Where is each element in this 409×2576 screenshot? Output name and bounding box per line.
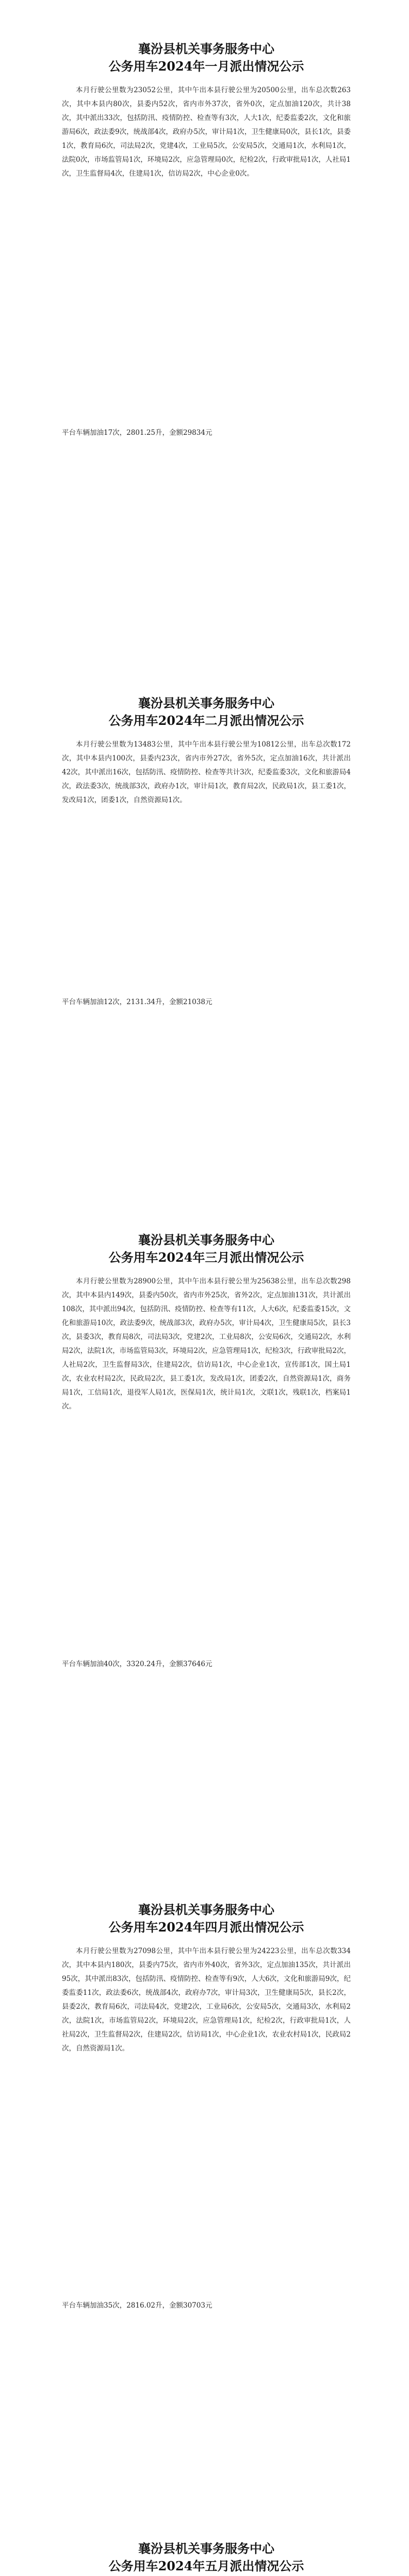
fuel-summary-4: 平台车辆加油35次，2816.02升，金额30703元 <box>62 2301 212 2310</box>
month-notice-3 <box>62 1231 351 1414</box>
fuel-summary-2: 平台车辆加油12次，2131.34升，金额21038元 <box>62 998 212 1006</box>
notice-title-line1: 襄汾县机关事务服务中心 <box>138 2541 274 2556</box>
notice-title-line2: 公务用车2024年四月派出情况公示 <box>108 1920 304 1935</box>
notice-title-line1: 襄汾县机关事务服务中心 <box>138 696 274 710</box>
month-notice-5 <box>62 2540 351 2576</box>
notice-title-line1: 襄汾县机关事务服务中心 <box>138 1902 274 1917</box>
month-notice-4 <box>62 1901 351 2056</box>
notice-title-line2: 公务用车2024年一月派出情况公示 <box>108 59 304 74</box>
notice-title-line1: 襄汾县机关事务服务中心 <box>138 41 274 56</box>
notice-body: 本月行驶公里数为28900公里，其中午出本县行驶公里为25638公里，出车总次数298次，其中本县内149次，县委内50次，省内市外25次，省外2次，定点加油131次，共计派出108次，其中派出94次，包括防汛、疫情防控、检查等有11次，人大6次，纪委监委15次，文化和旅游局10次，政法委9次，统战部3次，政府办5次，审计局4次，卫生健康局5次，县长3次，县委3次，教育局8次，司法局3次，党建2次，工业局8次，公安局6次，交通局2次，水利局2次，法院1次，市场监管局3次，环境局2次，应急管理局1次，纪检3次，行政审批局2次，人社局2次，卫生监督局3次，住建局2次，信访局1次，中心企业1次，宣传部1次，国土局1次，农业农村局2次，民政局2次，县工委1次，发改局1次，团委2次，自然资源局1次，商务局1次，工信局1次，退役军人局1次，医保局1次，统计局1次，文联1次，残联1次，档案局1次。 <box>62 1277 351 1411</box>
notice-body: 本月行驶公里数为13483公里，其中午出本县行驶公里为10812公里，出车总次数172次，其中本县内100次，县委内23次，省内市外27次，省外5次，定点加油16次，共计派出42次，其中派出16次，包括防汛、疫情防控、检查等共计3次，纪委监委3次，文化和旅游局4次，政法委3次，统战部3次，政府办1次，审计局1次，教育局2次，民政局1次，县工委1次，发改局1次，团委1次，自然资源局1次。 <box>62 740 351 804</box>
notice-title-line2: 公务用车2024年五月派出情况公示 <box>108 2558 304 2573</box>
notice-body: 本月行驶公里数为23052公里，其中午出本县行驶公里为20500公里，出车总次数263次，其中本县内80次，县委内52次，省内市外37次，省外0次，定点加油120次，共计38次，其中派出33次，包括防汛、疫情防控、检查等有3次，人大1次，纪委监委2次，文化和旅游局6次，政法委9次，统战部4次，政府办5次，审计局1次，卫生健康局0次，县长1次，县委1次，教育局6次，司法局2次，党建4次，工业局5次，公安局5次，交通局1次，水利局1次，法院0次，市场监管局1次，环境局2次，应急管理局0次，纪检2次，行政审批局1次，人社局1次，卫生监督局4次，住建局1次，信访局2次，中心企业0次。 <box>62 86 351 178</box>
month-notice-2 <box>62 694 351 807</box>
notice-title-line2: 公务用车2024年二月派出情况公示 <box>108 713 304 728</box>
notice-title-line2: 公务用车2024年三月派出情况公示 <box>108 1250 304 1265</box>
fuel-summary-3: 平台车辆加油40次，3320.24升，金额37646元 <box>62 1660 212 1668</box>
notice-body: 本月行驶公里数为27098公里，其中午出本县行驶公里为24223公里，出车总次数334次，其中本县内180次，县委内75次，省内市外40次，省外3次，定点加油135次，共计派出95次，其中派出83次，包括防汛、疫情防控、检查等有9次，人大6次，文化和旅游局9次，纪委监委11次，政法委6次，统战部4次，政府办7次，审计局3次，卫生健康局5次，县长2次，县委2次，教育局6次，司法局4次，党建2次，工业局6次，公安局5次，交通局3次，水利局2次，法院1次，市场监管局2次，环境局2次，应急管理局1次，纪检2次，行政审批局1次，人社局2次，卫生监督局2次，住建局2次，信访局1次，中心企业1次，农业农村局1次，民政局2次，自然资源局1次。 <box>62 1947 351 2053</box>
month-notice-1 <box>62 40 351 181</box>
notice-title-line1: 襄汾县机关事务服务中心 <box>138 1232 274 1247</box>
fuel-summary-1: 平台车辆加油17次，2801.25升，金额29834元 <box>62 429 212 437</box>
